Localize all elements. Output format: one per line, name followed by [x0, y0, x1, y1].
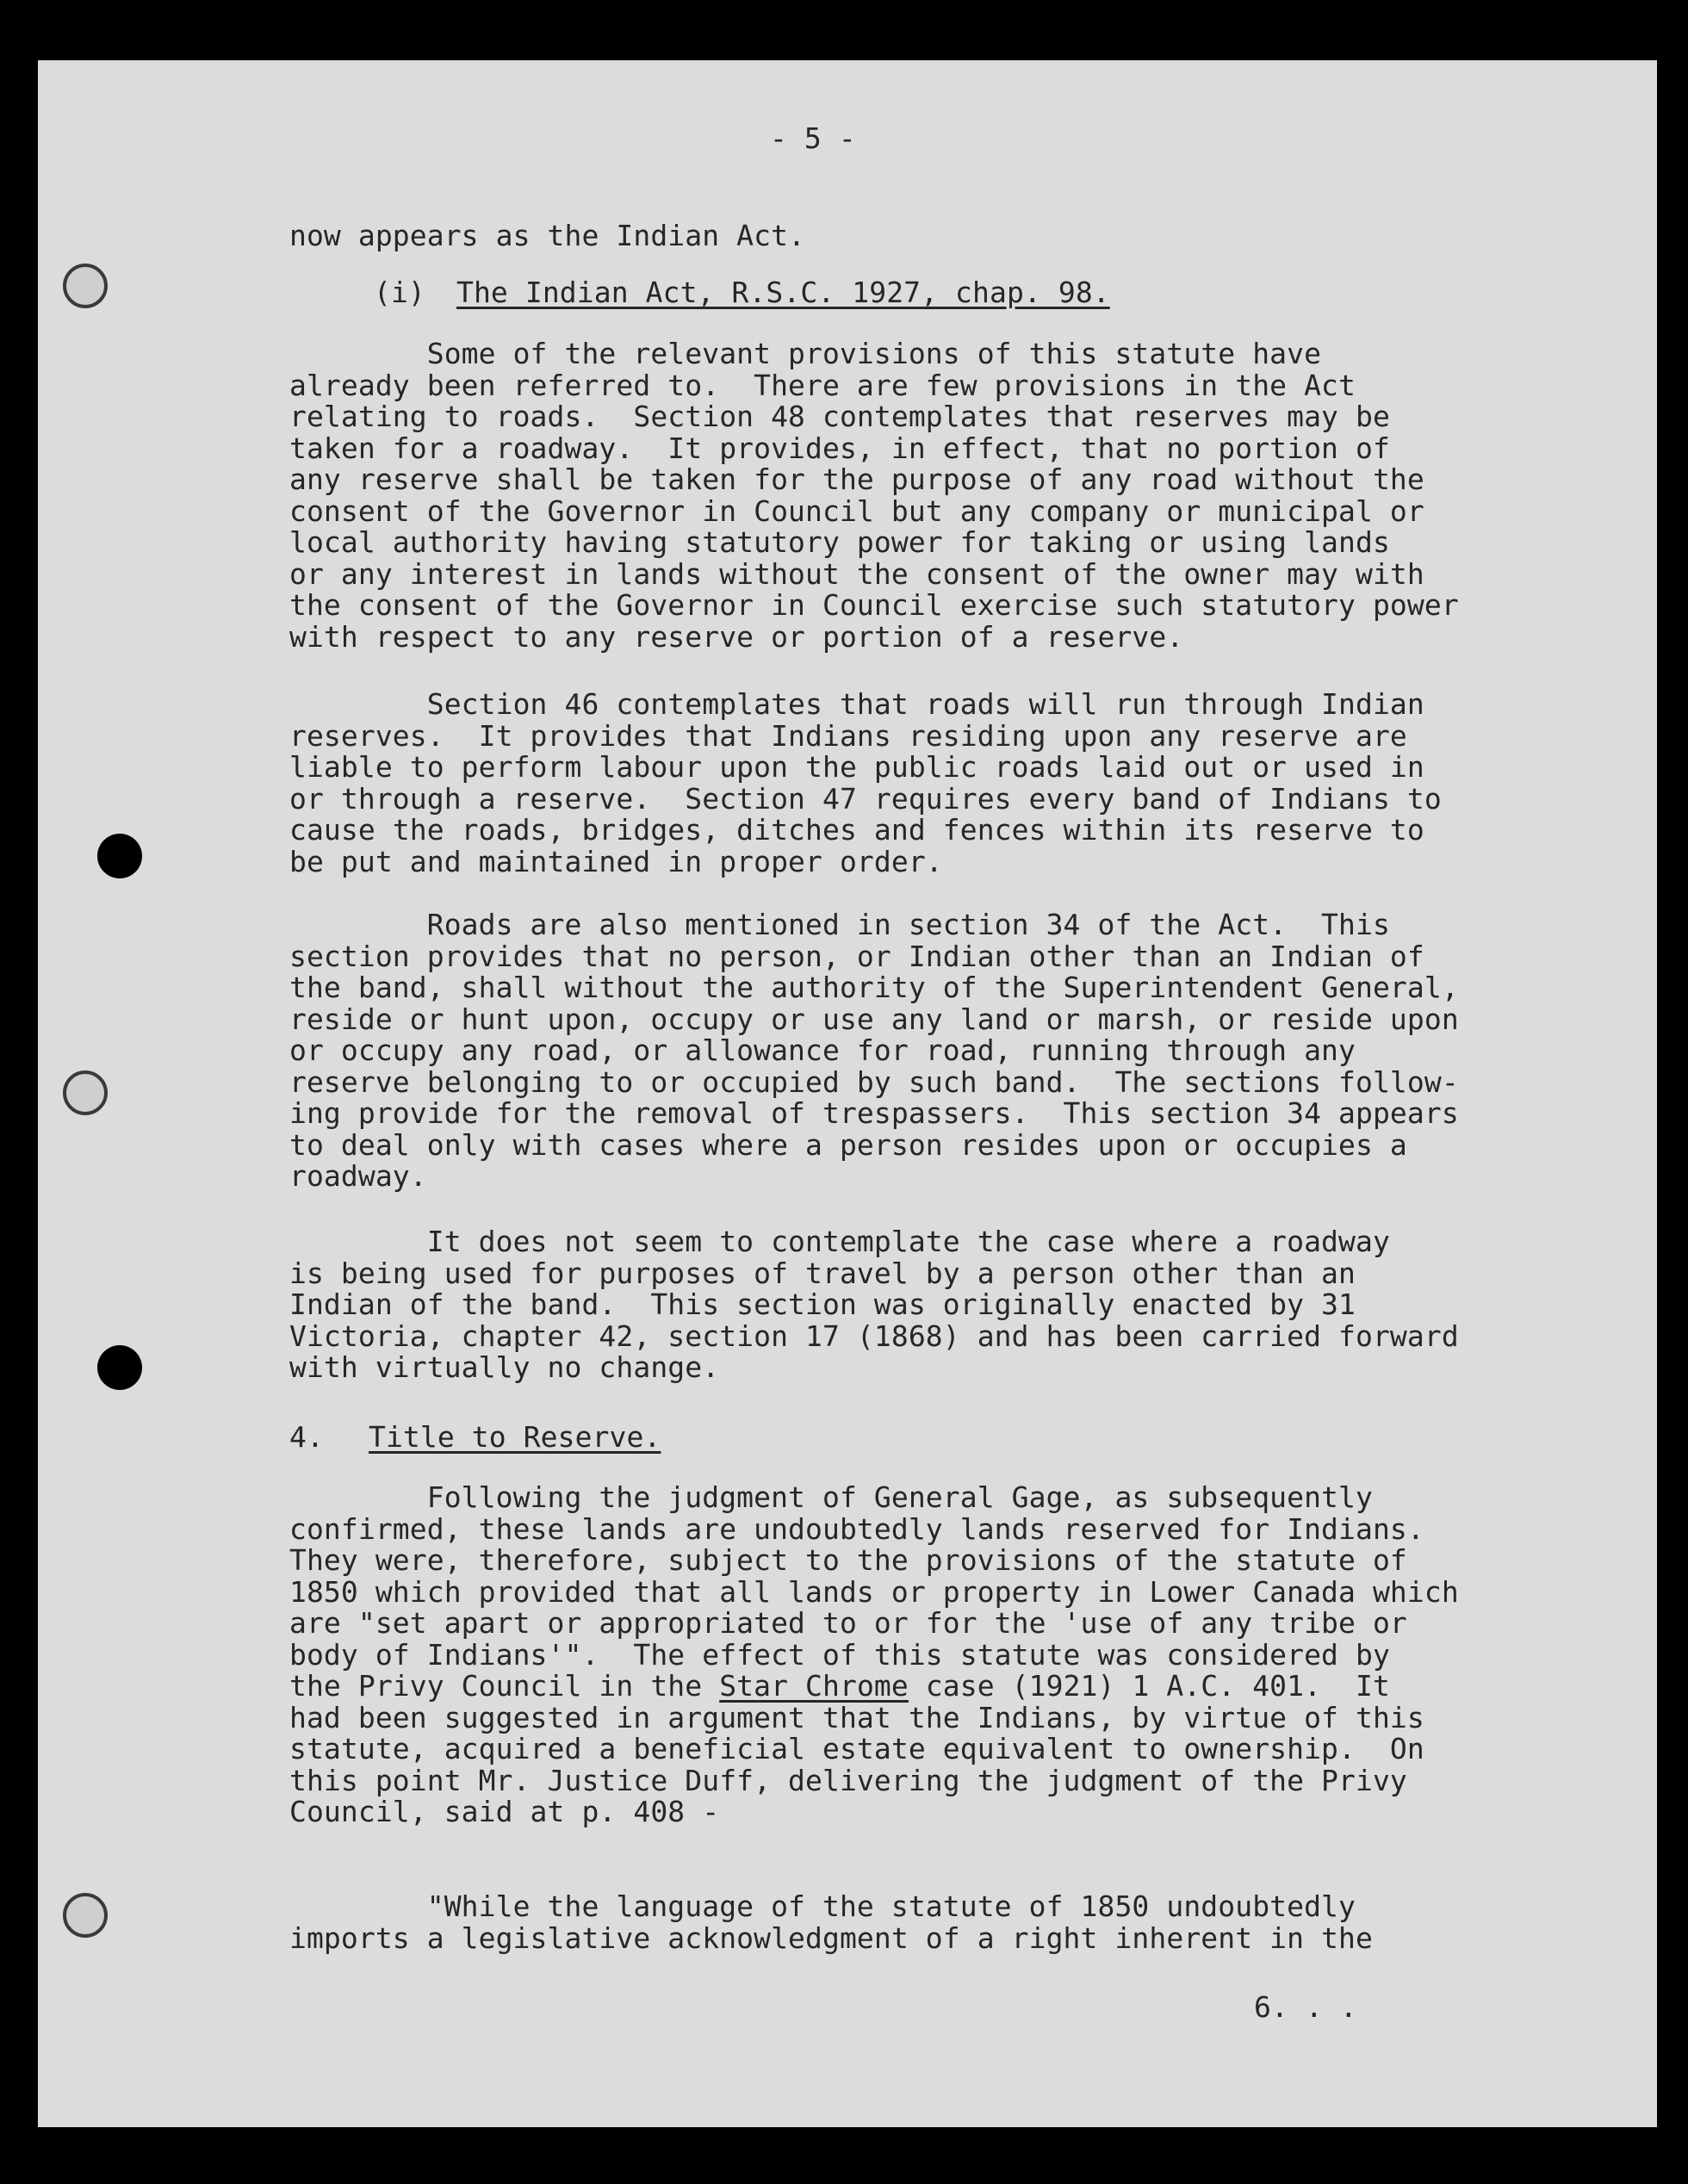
- text-line: liable to perform labour upon the public roads laid out or used in: [289, 750, 1424, 784]
- text-line: Section 46 contemplates that roads will run through Indian: [289, 687, 1424, 721]
- text-line: the band, shall without the authority of the Superintendent General,: [289, 971, 1459, 1004]
- text-line: consent of the Governor in Council but any company or municipal or: [289, 493, 1424, 528]
- text-line: body of Indians'". The effect of this statute was considered by: [289, 1637, 1390, 1672]
- text-line: Victoria, chapter 42, section 17 (1868) and has been carried forward: [289, 1318, 1459, 1353]
- text-line: reserve belonging to or occupied by such band. The sections follow-: [289, 1064, 1459, 1099]
- text-line: already been referred to. There are few provisions in the Act: [289, 368, 1356, 402]
- document-page: [38, 60, 1657, 2127]
- section-heading: The Indian Act, R.S.C. 1927, chap. 98.: [456, 276, 1110, 309]
- text-line: roadway.: [289, 1159, 427, 1193]
- text-line: ing provide for the removal of trespassers. This section 34 appears: [289, 1096, 1459, 1130]
- text-line: [289, 1670, 1390, 1702]
- text-line: with respect to any reserve or portion of a reserve.: [289, 619, 1184, 654]
- section-number: (i): [374, 276, 425, 309]
- binder-hole-icon: [97, 1345, 142, 1390]
- text-line: reserves. It provides that Indians residing upon any reserve are: [289, 718, 1407, 753]
- text-line: taken for a roadway. It provides, in effect, that no portion of: [289, 431, 1390, 465]
- binder-hole-icon: [97, 834, 142, 878]
- quote-line: imports a legislative acknowledgment of a right inherent in the: [289, 1920, 1373, 1955]
- text-line: is being used for purposes of travel by a person other than an: [289, 1256, 1356, 1290]
- text-line: 1850 which provided that all lands or property in Lower Canada which: [289, 1574, 1459, 1609]
- text-line: relating to roads. Section 48 contemplates that reserves may be: [289, 400, 1390, 433]
- text-line: are "set apart or appropriated to or for the 'use of any tribe or: [289, 1606, 1407, 1640]
- text-line: or occupy any road, or allowance for road, running through any: [289, 1033, 1356, 1067]
- text-line: or any interest in lands without the consent of the owner may with: [289, 556, 1424, 591]
- text-span: the Privy Council in the: [289, 1669, 720, 1703]
- text-line: statute, acquired a beneficial estate equivalent to ownership. On: [289, 1732, 1424, 1765]
- text-line: reside or hunt upon, occupy or use any land or marsh, or reside upon: [289, 1002, 1459, 1036]
- text-line: They were, therefore, subject to the provisions of the statute of: [289, 1543, 1407, 1577]
- text-span: case (1921) 1 A.C. 401. It: [908, 1669, 1390, 1703]
- section-number: 4.: [289, 1420, 324, 1454]
- text-line: or through a reserve. Section 47 requires every band of Indians to: [289, 781, 1442, 816]
- text-line: Following the judgment of General Gage, as subsequently: [289, 1480, 1373, 1514]
- text-line: be put and maintained in proper order.: [289, 844, 943, 878]
- text-line: Council, said at p. 408 -: [289, 1795, 720, 1828]
- text-line: had been suggested in argument that the Indians, by virtue of this: [289, 1700, 1424, 1734]
- binder-hole-icon: [63, 264, 108, 308]
- text-line: confirmed, these lands are undoubtedly lands reserved for Indians.: [289, 1511, 1424, 1546]
- text-line: the consent of the Governor in Council exercise such statutory power: [289, 588, 1459, 622]
- continuation-marker: 6. . .: [1254, 1990, 1357, 2024]
- text-line: this point Mr. Justice Duff, delivering the judgment of the Privy: [289, 1763, 1407, 1797]
- text-line: now appears as the Indian Act.: [289, 219, 806, 252]
- text-line: Roads are also mentioned in section 34 of the Act. This: [289, 908, 1390, 941]
- binder-hole-icon: [63, 1893, 108, 1938]
- text-line: It does not seem to contemplate the case where a roadway: [289, 1225, 1390, 1258]
- text-line: Some of the relevant provisions of this statute have: [289, 337, 1322, 370]
- quote-line: "While the language of the statute of 1850 undoubtedly: [289, 1889, 1356, 1923]
- text-line: Indian of the band. This section was originally enacted by 31: [289, 1287, 1356, 1321]
- text-line: with virtually no change.: [289, 1350, 720, 1384]
- text-line: to deal only with cases where a person resides upon or occupies a: [289, 1127, 1407, 1162]
- page-number: - 5 -: [770, 121, 856, 155]
- case-name: Star Chrome: [719, 1669, 909, 1703]
- binder-hole-icon: [63, 1070, 108, 1115]
- section-heading: Title to Reserve.: [369, 1420, 661, 1454]
- text-line: any reserve shall be taken for the purpose of any road without the: [289, 462, 1424, 496]
- text-line: cause the roads, bridges, ditches and fences within its reserve to: [289, 813, 1424, 847]
- text-line: local authority having statutory power for taking or using lands: [289, 525, 1390, 559]
- text-line: section provides that no person, or Indian other than an Indian of: [289, 939, 1424, 973]
